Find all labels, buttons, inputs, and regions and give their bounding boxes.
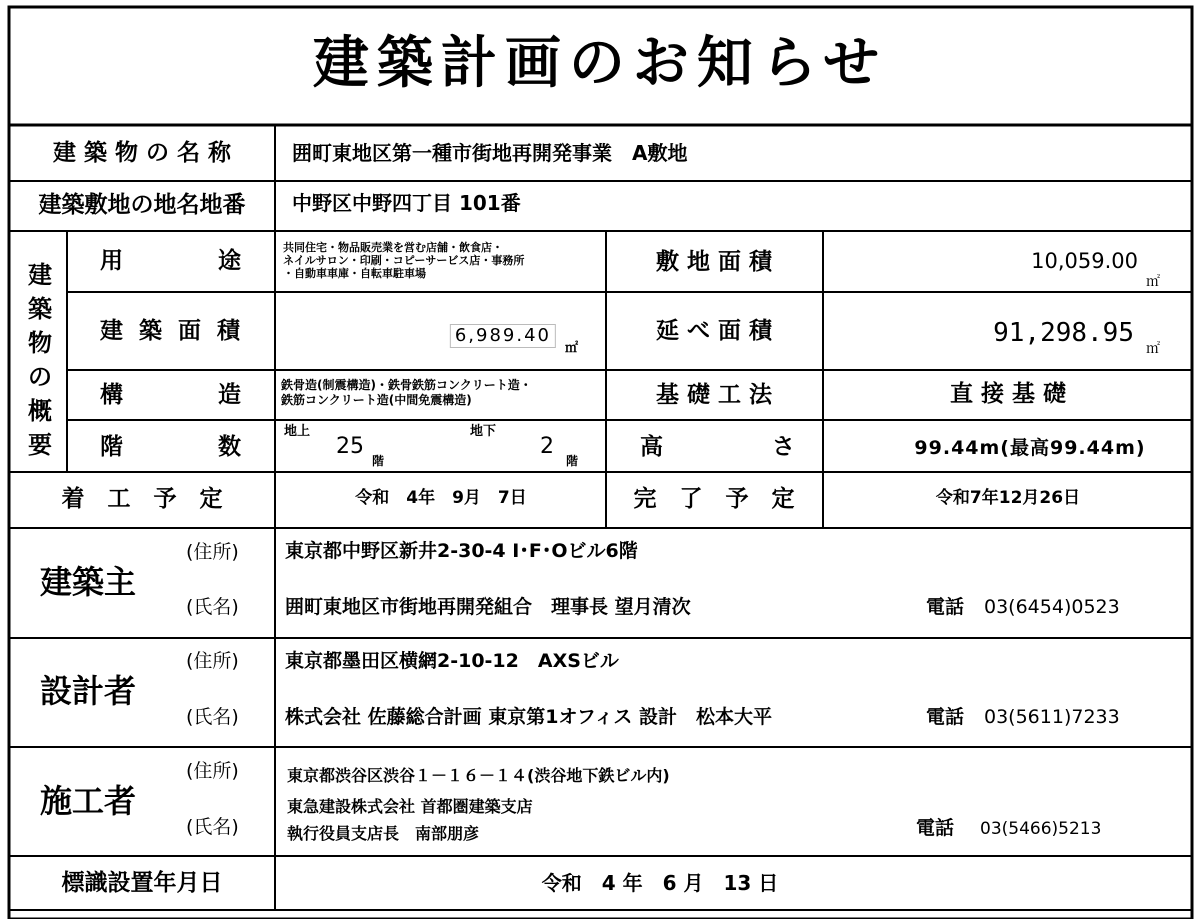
building-name-label: 建 築 物 の 名 称 <box>52 140 232 166</box>
structure-label-a: 構 <box>100 382 123 408</box>
contractor-address-label: (住所) <box>186 760 239 782</box>
floors-label-a: 階 <box>100 434 123 460</box>
overview-vertical-label: 建 築 物 の 概 要 <box>28 261 52 459</box>
floors-below-value: 2 <box>540 434 554 459</box>
designer-address: 東京都墨田区横網2-10-12 AXSビル <box>285 650 619 672</box>
site-area-label: 敷 地 面 積 <box>655 249 773 275</box>
building-area-unit: ㎡ <box>565 341 579 356</box>
building-name-value: 囲町東地区第一種市街地再開発事業 A敷地 <box>292 141 688 165</box>
floors-above-unit: 階 <box>372 454 385 468</box>
site-address-label: 建築敷地の地名地番 <box>38 192 246 218</box>
owner-name: 囲町東地区市街地再開発組合 理事長 望月清次 <box>285 596 691 618</box>
owner-tel: 03(6454)0523 <box>984 596 1120 618</box>
floors-below-unit: 階 <box>566 454 579 468</box>
designer-address-label: (住所) <box>186 650 239 672</box>
owner-label: 建築主 <box>40 563 137 601</box>
owner-tel-label: 電話 <box>926 596 965 618</box>
sign-date-label: 標識設置年月日 <box>61 870 223 896</box>
height-label-b: さ <box>772 434 795 460</box>
foundation-label: 基 礎 工 法 <box>655 382 773 408</box>
designer-label: 設計者 <box>40 672 137 710</box>
total-floor-area-label: 延 べ 面 積 <box>655 318 773 344</box>
start-value: 令和 4年 9月 7日 <box>355 488 527 508</box>
building-area-value: 6,989.40 <box>450 324 556 348</box>
contractor-tel: 03(5466)5213 <box>980 819 1102 839</box>
owner-address: 東京都中野区新井2-30-4 I･F･Oビル6階 <box>285 540 638 562</box>
end-label: 完 了 予 定 <box>633 486 795 512</box>
floors-label-b: 数 <box>218 434 241 460</box>
owner-address-label: (住所) <box>186 541 239 563</box>
page-title: 建築計画のお知らせ <box>312 31 888 96</box>
use-label-b: 途 <box>218 248 241 274</box>
contractor-address: 東京都渋谷区渋谷１－１６－１４(渋谷地下鉄ビル内) <box>287 766 670 785</box>
total-floor-area-value: 91,298.95 <box>993 318 1134 348</box>
contractor-name-label: (氏名) <box>186 816 239 838</box>
contractor-tel-label: 電話 <box>916 817 955 839</box>
structure-label-b: 造 <box>218 382 241 408</box>
sign-date-value: 令和 4 年 6 月 13 日 <box>541 871 779 895</box>
site-area-value: 10,059.00 <box>1031 249 1138 273</box>
use-line-2: ネイルサロン・印刷・コピーサービス店・事務所 <box>283 254 525 267</box>
contractor-name: 執行役員支店長 南部朋彦 <box>287 824 480 843</box>
use-label-a: 用 <box>100 248 123 274</box>
designer-tel: 03(5611)7233 <box>984 706 1120 728</box>
designer-name-label: (氏名) <box>186 706 239 728</box>
building-area-label: 建 築 面 積 <box>100 318 245 344</box>
site-area-unit: ㎡ <box>1146 274 1160 290</box>
owner-name-label: (氏名) <box>186 596 239 618</box>
total-floor-area-unit: ㎡ <box>1146 341 1160 357</box>
contractor-label: 施工者 <box>40 782 137 820</box>
foundation-value: 直 接 基 礎 <box>949 381 1067 407</box>
floors-above-value: 25 <box>336 434 364 459</box>
use-line-1: 共同住宅・物品販売業を営む店舗・飲食店・ <box>283 241 503 254</box>
floors-above-label: 地上 <box>284 424 311 439</box>
height-label-a: 高 <box>640 434 663 460</box>
start-label: 着 工 予 定 <box>61 486 223 512</box>
designer-name: 株式会社 佐藤総合計画 東京第1オフィス 設計 松本大平 <box>285 706 772 728</box>
designer-tel-label: 電話 <box>926 706 965 728</box>
height-value: 99.44m(最高99.44m) <box>914 437 1146 459</box>
floors-below-label: 地下 <box>470 424 497 439</box>
end-value: 令和7年12月26日 <box>935 488 1081 508</box>
use-line-3: ・自動車車庫・自転車駐車場 <box>283 267 426 280</box>
structure-line-2: 鉄筋コンクリート造(中間免震構造) <box>281 393 472 407</box>
structure-line-1: 鉄骨造(制震構造)・鉄骨鉄筋コンクリート造・ <box>281 378 532 392</box>
contractor-company: 東急建設株式会社 首都圏建築支店 <box>287 797 533 816</box>
site-address-value: 中野区中野四丁目 101番 <box>292 191 521 215</box>
